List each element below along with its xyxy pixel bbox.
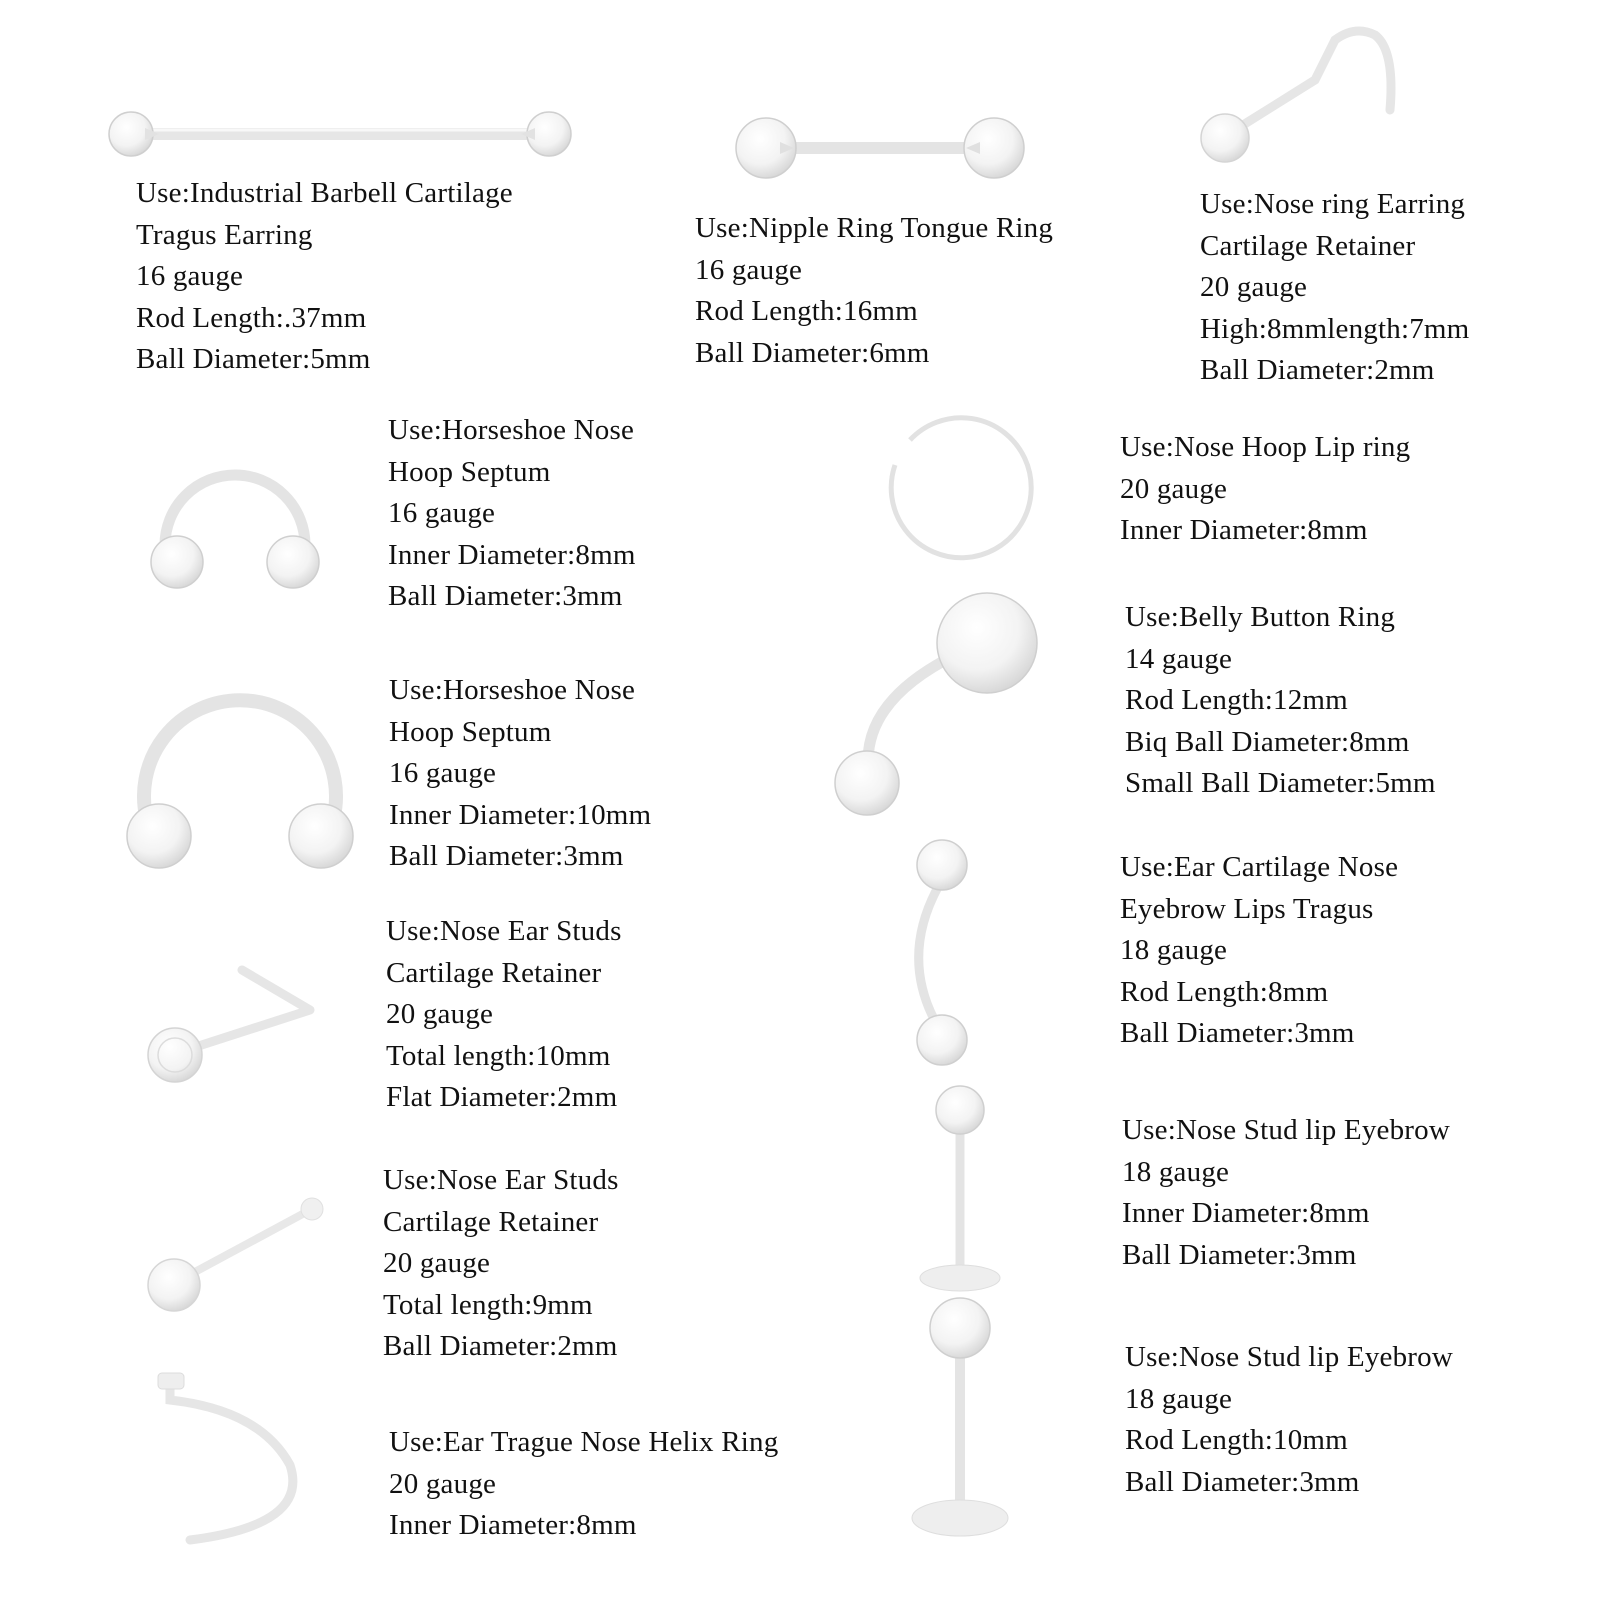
horseshoe-small-image	[135, 410, 335, 600]
spec-use: Use:Nose Ear Studs	[386, 915, 622, 947]
curved-barbell-image	[880, 835, 1000, 1075]
horseshoe-small-spec	[388, 410, 636, 618]
spec-use: Use:Belly Button Ring	[1125, 601, 1396, 633]
nose-hoop-image	[875, 405, 1035, 565]
helix-curve-spec	[389, 1422, 778, 1547]
spec-rod-length: Rod Length:16mm	[695, 295, 918, 327]
spec-ball-diameter: Ball Diameter:5mm	[136, 343, 371, 375]
spec-use-cont: Cartilage Retainer	[386, 956, 602, 989]
l-shape-stud-image	[140, 960, 340, 1100]
spec-ball-diameter: Ball Diameter:3mm	[388, 580, 623, 612]
spec-use: Use:Horseshoe Nose	[388, 414, 635, 446]
belly-button-ring-image	[825, 585, 1055, 825]
spec-ball-diameter: Ball Diameter:3mm	[1125, 1465, 1360, 1498]
spec-rod-length: Rod Length:8mm	[1120, 975, 1329, 1008]
spec-use: Use:Nose Stud lip Eyebrow	[1125, 1341, 1453, 1373]
spec-gauge: 18 gauge	[1122, 1155, 1230, 1188]
spec-use-cont: Eyebrow Lips Tragus	[1120, 892, 1374, 925]
spec-ball-diameter: Ball Diameter:6mm	[695, 336, 930, 369]
labret-long-spec	[1125, 1337, 1453, 1503]
spec-rod-length: Rod Length:10mm	[1125, 1424, 1348, 1456]
spec-gauge: 18 gauge	[1125, 1382, 1233, 1415]
belly-button-ring-spec	[1125, 597, 1436, 805]
spec-total-length: Total length:9mm	[383, 1288, 593, 1321]
nose-screw-image	[1195, 20, 1425, 170]
nipple-tongue-ring-spec	[695, 208, 1053, 374]
spec-gauge: 16 gauge	[388, 497, 496, 529]
spec-inner-diameter: Inner Diameter:8mm	[1120, 514, 1368, 546]
horseshoe-large-spec	[389, 670, 651, 878]
spec-ball-diameter: Ball Diameter:3mm	[1122, 1238, 1357, 1271]
spec-use: Use:Industrial Barbell Cartilage	[136, 177, 513, 209]
spec-ball-diameter: Ball Diameter:2mm	[383, 1330, 618, 1362]
spec-use-cont: Cartilage Retainer	[383, 1205, 599, 1238]
helix-curve-image	[150, 1355, 330, 1555]
spec-ball-diameter: Ball Diameter:3mm	[389, 840, 624, 872]
spec-inner-diameter: Inner Diameter:8mm	[389, 1509, 637, 1541]
spec-use-cont: Cartilage Retainer	[1200, 229, 1416, 262]
horseshoe-large-image	[115, 660, 365, 880]
curved-barbell-spec	[1120, 847, 1398, 1055]
spec-rod-length: Rod Length:.37mm	[136, 301, 367, 334]
spec-use-cont: Tragus Earring	[136, 218, 313, 251]
spec-small-ball-diameter: Small Ball Diameter:5mm	[1125, 767, 1436, 799]
industrial-barbell-image	[105, 100, 575, 170]
spec-gauge: 16 gauge	[695, 253, 803, 286]
spec-use: Use:Nose ring Earring	[1200, 188, 1466, 220]
nipple-tongue-barbell-image	[730, 110, 1030, 190]
spec-total-length: Total length:10mm	[386, 1039, 611, 1072]
spec-use: Use:Nipple Ring Tongue Ring	[695, 212, 1054, 244]
spec-flat-diameter: Flat Diameter:2mm	[386, 1081, 618, 1113]
spec-gauge: 20 gauge	[386, 998, 494, 1030]
straight-stud-image	[140, 1185, 340, 1325]
spec-use-cont: Hoop Septum	[389, 715, 552, 748]
spec-gauge: 16 gauge	[136, 260, 244, 292]
spec-gauge: 16 gauge	[389, 757, 497, 789]
labret-long-image	[900, 1290, 1020, 1550]
spec-use-cont: Hoop Septum	[388, 455, 551, 488]
nose-screw-retainer-spec	[1200, 184, 1469, 392]
straight-stud-spec	[383, 1160, 619, 1368]
spec-gauge: 14 gauge	[1125, 642, 1233, 675]
spec-use: Use:Ear Trague Nose Helix Ring	[389, 1426, 779, 1458]
spec-gauge: 20 gauge	[383, 1247, 491, 1279]
spec-ball-diameter: Ball Diameter:3mm	[1120, 1017, 1355, 1049]
industrial-barbell-spec	[136, 173, 513, 381]
spec-gauge: 20 gauge	[389, 1467, 497, 1500]
l-shape-stud-spec	[386, 911, 622, 1119]
spec-inner-diameter: Inner Diameter:8mm	[1122, 1197, 1370, 1229]
labret-short-image	[910, 1080, 1010, 1300]
nose-hoop-spec	[1120, 427, 1410, 552]
spec-inner-diameter: Inner Diameter:10mm	[389, 798, 652, 831]
spec-use: Use:Nose Ear Studs	[383, 1164, 619, 1196]
spec-ball-diameter: Ball Diameter:2mm	[1200, 354, 1435, 386]
spec-use: Use:Ear Cartilage Nose	[1120, 851, 1399, 883]
spec-rod-length: Rod Length:12mm	[1125, 684, 1348, 716]
labret-short-spec	[1122, 1110, 1450, 1276]
spec-inner-diameter: Inner Diameter:8mm	[388, 538, 636, 571]
spec-big-ball-diameter: Biq Ball Diameter:8mm	[1125, 725, 1410, 758]
spec-use: Use:Nose Stud lip Eyebrow	[1122, 1114, 1450, 1146]
spec-dimensions: High:8mmlength:7mm	[1200, 312, 1470, 345]
spec-gauge: 20 gauge	[1120, 472, 1228, 505]
spec-gauge: 18 gauge	[1120, 934, 1228, 966]
spec-gauge: 20 gauge	[1200, 271, 1308, 303]
spec-use: Use:Nose Hoop Lip ring	[1120, 431, 1411, 463]
spec-use: Use:Horseshoe Nose	[389, 674, 636, 706]
